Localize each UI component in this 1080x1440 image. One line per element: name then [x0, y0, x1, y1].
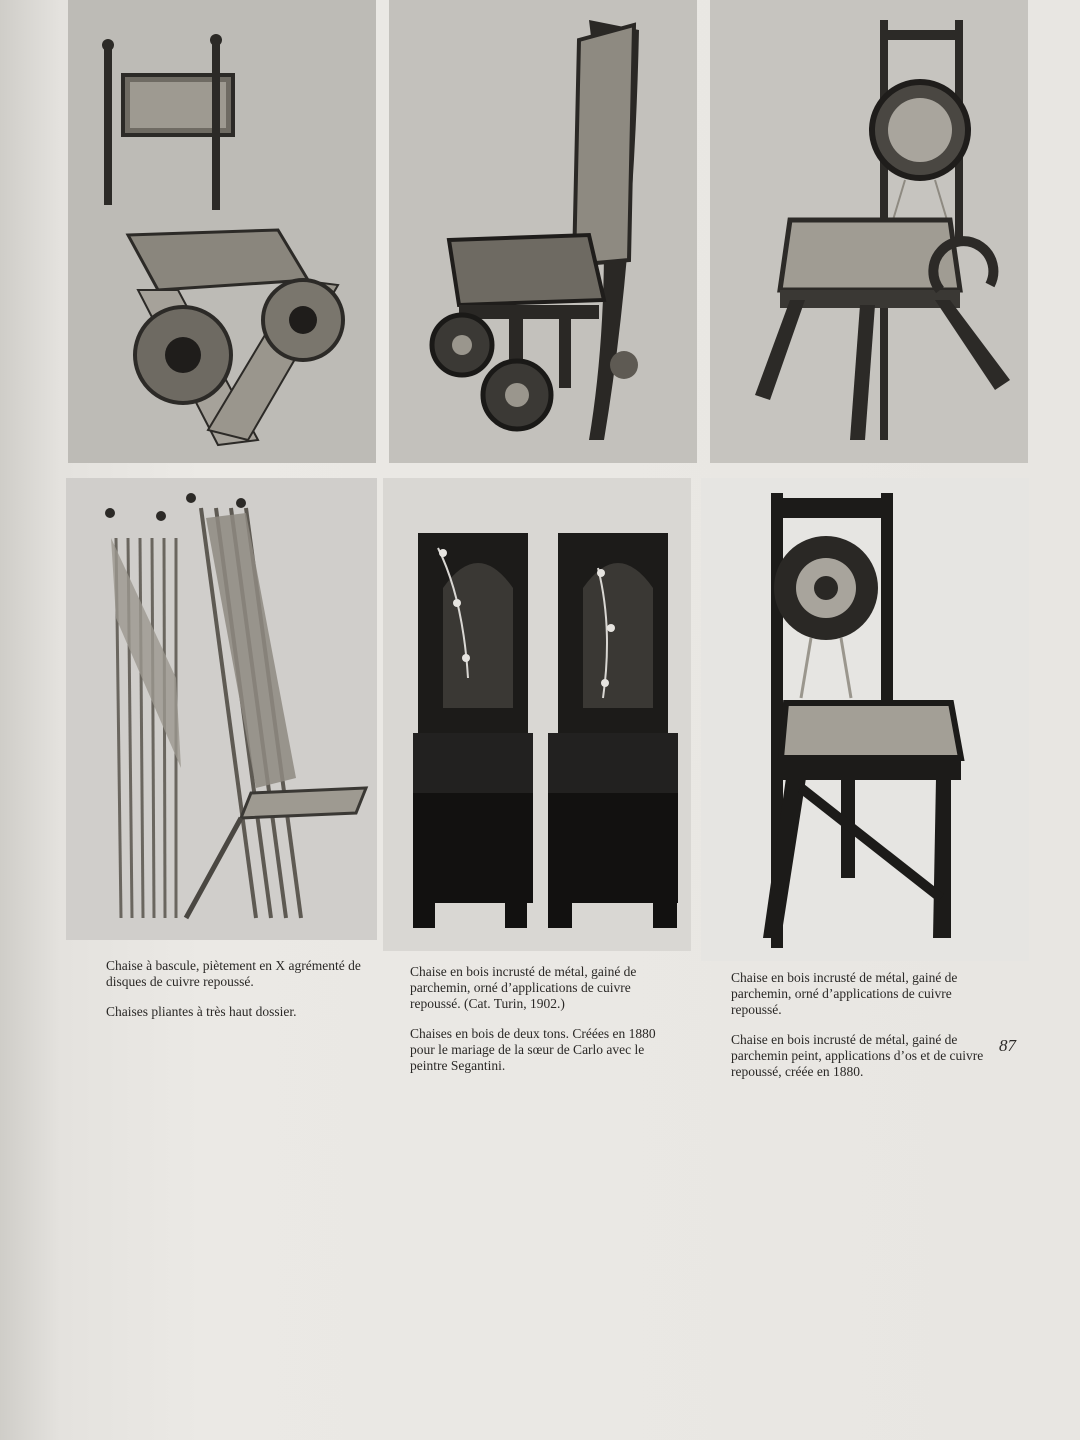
caption-folding-chairs: Chaises pliantes à très haut dossier. [106, 1004, 297, 1019]
rocking-chair-image [68, 0, 376, 463]
painted-parchment-chair-image [701, 478, 1029, 961]
photo-curved-chair [389, 0, 697, 463]
folding-chairs-image [66, 478, 377, 940]
photo-painted-parchment-chair [701, 478, 1029, 961]
caption-painted-parchment-chair: Chaise en bois incrusté de métal, gainé de parchemin peint, applications d’os et de cuivre repoussé, créée en 1880. [731, 1032, 984, 1079]
curved-chair-image [389, 0, 697, 463]
caption-two-tone-chairs: Chaises en bois de deux tons. Créées en 1880 pour le mariage de la sœur de Carlo avec le peintre Segantini. [410, 1026, 656, 1073]
page-number: 87 [999, 1036, 1016, 1055]
photo-rocking-chair [68, 0, 376, 463]
caption-column-3 [731, 970, 993, 1094]
two-tone-chairs-image [383, 478, 691, 951]
photo-gong-chair [710, 0, 1028, 463]
caption-gong-chair: Chaise en bois incrusté de métal, gainé de parchemin, orné d’applications de cuivre repoussé. [731, 970, 958, 1017]
caption-curved-chair: Chaise en bois incrusté de métal, gainé de parchemin, orné d’applications de cuivre repoussé. (Cat. Turin, 1902.) [410, 964, 637, 1011]
photo-folding-chairs [66, 478, 377, 940]
caption-rocking-chair: Chaise à bascule, piètement en X agrémenté de disques de cuivre repoussé. [106, 958, 361, 989]
photo-two-tone-chairs [383, 478, 691, 951]
gong-chair-image [710, 0, 1028, 463]
caption-column-2 [410, 964, 665, 1088]
caption-column-1 [106, 958, 376, 1034]
